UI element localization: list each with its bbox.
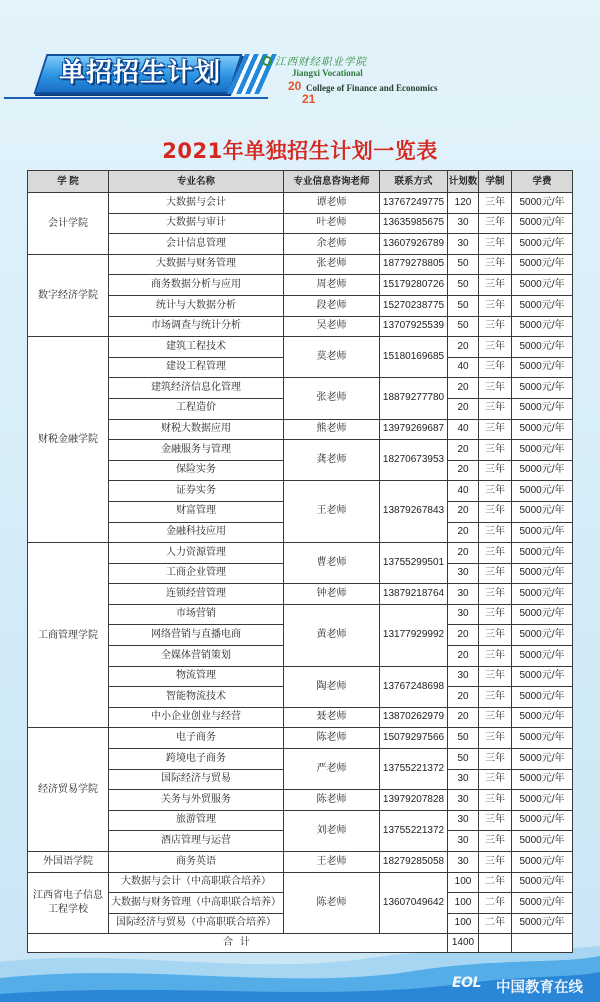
- phone-cell: 13607049642: [380, 872, 448, 934]
- duration-cell: 三年: [479, 337, 512, 358]
- fee-cell: 5000元/年: [512, 563, 573, 584]
- plan-cell: 20: [448, 625, 479, 646]
- teacher-cell: 段老师: [284, 295, 380, 316]
- phone-cell: 13979269687: [380, 419, 448, 440]
- plan-cell: 20: [448, 687, 479, 708]
- plan-cell: 30: [448, 852, 479, 873]
- major-cell: 中小企业创业与经营: [109, 707, 284, 728]
- duration-cell: 三年: [479, 625, 512, 646]
- duration-cell: 三年: [479, 687, 512, 708]
- fee-cell: 5000元/年: [512, 646, 573, 667]
- plan-cell: 30: [448, 234, 479, 255]
- fee-cell: 5000元/年: [512, 481, 573, 502]
- teacher-cell: 张老师: [284, 378, 380, 419]
- teacher-cell: 黄老师: [284, 604, 380, 666]
- plan-cell: 30: [448, 563, 479, 584]
- fee-cell: 5000元/年: [512, 893, 573, 914]
- duration-cell: 三年: [479, 234, 512, 255]
- table-row: [28, 316, 573, 337]
- college-cell: 外国语学院: [28, 852, 109, 873]
- major-cell: 建筑工程技术: [109, 337, 284, 358]
- teacher-cell: 陈老师: [284, 728, 380, 749]
- plan-cell: 40: [448, 481, 479, 502]
- fee-cell: 5000元/年: [512, 769, 573, 790]
- duration-cell: 三年: [479, 501, 512, 522]
- table-row: [28, 543, 573, 564]
- fee-cell: 5000元/年: [512, 707, 573, 728]
- year-bottom: 21: [302, 92, 316, 106]
- plan-cell: 100: [448, 913, 479, 934]
- plan-cell: 20: [448, 378, 479, 399]
- major-cell: 市场营销: [109, 604, 284, 625]
- table-row: [28, 604, 573, 625]
- fee-cell: 5000元/年: [512, 584, 573, 605]
- fee-cell: 5000元/年: [512, 749, 573, 770]
- duration-cell: 三年: [479, 481, 512, 502]
- duration-cell: 三年: [479, 275, 512, 296]
- major-cell: 建设工程管理: [109, 357, 284, 378]
- table-row: [28, 254, 573, 275]
- fee-cell: 5000元/年: [512, 625, 573, 646]
- table-header: [28, 171, 573, 193]
- duration-cell: 三年: [479, 584, 512, 605]
- teacher-cell: 刘老师: [284, 810, 380, 851]
- fee-cell: 5000元/年: [512, 398, 573, 419]
- phone-cell: 18879277780: [380, 378, 448, 419]
- teacher-cell: 吴老师: [284, 316, 380, 337]
- fee-cell: 5000元/年: [512, 543, 573, 564]
- header-phone: 联系方式: [380, 171, 448, 193]
- college-cell: 会计学院: [28, 193, 109, 255]
- fee-cell: 5000元/年: [512, 378, 573, 399]
- major-cell: 大数据与财务管理: [109, 254, 284, 275]
- fee-cell: 5000元/年: [512, 522, 573, 543]
- major-cell: 国际经济与贸易: [109, 769, 284, 790]
- plan-cell: 30: [448, 604, 479, 625]
- duration-cell: 三年: [479, 810, 512, 831]
- fee-cell: 5000元/年: [512, 687, 573, 708]
- enrollment-table: [27, 170, 573, 953]
- major-cell: 工程造价: [109, 398, 284, 419]
- table-row: [28, 419, 573, 440]
- plan-cell: 20: [448, 543, 479, 564]
- major-cell: 关务与外贸服务: [109, 790, 284, 811]
- duration-cell: 三年: [479, 666, 512, 687]
- major-cell: 财税大数据应用: [109, 419, 284, 440]
- major-cell: 智能物流技术: [109, 687, 284, 708]
- table-row: [28, 584, 573, 605]
- teacher-cell: 陈老师: [284, 790, 380, 811]
- duration-cell: 二年: [479, 893, 512, 914]
- table-row: [28, 481, 573, 502]
- header-fee: 学费: [512, 171, 573, 193]
- fee-cell: 5000元/年: [512, 604, 573, 625]
- table-row: [28, 213, 573, 234]
- plan-cell: 50: [448, 728, 479, 749]
- phone-cell: 13707925539: [380, 316, 448, 337]
- fee-cell: 5000元/年: [512, 460, 573, 481]
- major-cell: 网络营销与直播电商: [109, 625, 284, 646]
- duration-cell: 三年: [479, 398, 512, 419]
- duration-cell: 二年: [479, 913, 512, 934]
- plan-cell: 100: [448, 872, 479, 893]
- major-cell: 工商企业管理: [109, 563, 284, 584]
- plan-cell: 20: [448, 337, 479, 358]
- duration-cell: 三年: [479, 254, 512, 275]
- plan-cell: 30: [448, 831, 479, 852]
- plan-cell: 30: [448, 769, 479, 790]
- phone-cell: 15270238775: [380, 295, 448, 316]
- plan-cell: 20: [448, 522, 479, 543]
- table-row: [28, 728, 573, 749]
- fee-cell: 5000元/年: [512, 295, 573, 316]
- table-row: [28, 852, 573, 873]
- table-row: [28, 193, 573, 214]
- major-cell: 全媒体营销策划: [109, 646, 284, 667]
- college-cell: 江西省电子信息工程学校: [28, 872, 109, 934]
- major-cell: 建筑经济信息化管理: [109, 378, 284, 399]
- fee-cell: 5000元/年: [512, 872, 573, 893]
- fee-cell: 5000元/年: [512, 913, 573, 934]
- header-major: 专业名称: [109, 171, 284, 193]
- phone-cell: 15179280726: [380, 275, 448, 296]
- major-cell: 连锁经营管理: [109, 584, 284, 605]
- table-row: [28, 790, 573, 811]
- phone-cell: 13879267843: [380, 481, 448, 543]
- major-cell: 大数据与审计: [109, 213, 284, 234]
- duration-cell: 三年: [479, 378, 512, 399]
- table-row: [28, 872, 573, 893]
- table-row: [28, 378, 573, 399]
- duration-cell: 三年: [479, 295, 512, 316]
- major-cell: 商务英语: [109, 852, 284, 873]
- major-cell: 金融服务与管理: [109, 440, 284, 461]
- major-cell: 商务数据分析与应用: [109, 275, 284, 296]
- fee-cell: 5000元/年: [512, 213, 573, 234]
- teacher-cell: 熊老师: [284, 419, 380, 440]
- teacher-cell: 陶老师: [284, 666, 380, 707]
- major-cell: 大数据与财务管理（中高职联合培养）: [109, 893, 284, 914]
- college-cell: 数字经济学院: [28, 254, 109, 336]
- major-cell: 金融科技应用: [109, 522, 284, 543]
- phone-cell: 13755299501: [380, 543, 448, 584]
- major-cell: 跨境电子商务: [109, 749, 284, 770]
- fee-cell: 5000元/年: [512, 316, 573, 337]
- phone-cell: 13879218764: [380, 584, 448, 605]
- table-row: [28, 275, 573, 296]
- phone-cell: 13767248698: [380, 666, 448, 707]
- duration-cell: 三年: [479, 728, 512, 749]
- teacher-cell: 曹老师: [284, 543, 380, 584]
- watermark-logo: [452, 974, 594, 996]
- duration-cell: 三年: [479, 749, 512, 770]
- plan-cell: 30: [448, 584, 479, 605]
- school-logo: [260, 52, 470, 108]
- duration-cell: 三年: [479, 852, 512, 873]
- fee-cell: 5000元/年: [512, 852, 573, 873]
- phone-cell: 13635985675: [380, 213, 448, 234]
- major-cell: 国际经济与贸易（中高职联合培养）: [109, 913, 284, 934]
- total-empty-cell: [512, 934, 573, 953]
- teacher-cell: 张老师: [284, 254, 380, 275]
- major-cell: 大数据与会计: [109, 193, 284, 214]
- phone-cell: 13767249775: [380, 193, 448, 214]
- college-cell: 财税金融学院: [28, 337, 109, 543]
- plan-cell: 40: [448, 357, 479, 378]
- table-row: [28, 810, 573, 831]
- duration-cell: 二年: [479, 872, 512, 893]
- phone-cell: 18779278805: [380, 254, 448, 275]
- fee-cell: 5000元/年: [512, 810, 573, 831]
- year-top: 20: [288, 79, 302, 93]
- college-cell: 经济贸易学院: [28, 728, 109, 852]
- table-row: [28, 666, 573, 687]
- banner-title: 单招招生计划: [58, 58, 221, 88]
- duration-cell: 三年: [479, 419, 512, 440]
- duration-cell: 三年: [479, 522, 512, 543]
- college-cell: 工商管理学院: [28, 543, 109, 728]
- duration-cell: 三年: [479, 440, 512, 461]
- plan-cell: 20: [448, 440, 479, 461]
- major-cell: 保险实务: [109, 460, 284, 481]
- fee-cell: 5000元/年: [512, 234, 573, 255]
- fee-cell: 5000元/年: [512, 275, 573, 296]
- plan-cell: 50: [448, 749, 479, 770]
- plan-cell: 50: [448, 275, 479, 296]
- table-body: [28, 193, 573, 934]
- fee-cell: 5000元/年: [512, 419, 573, 440]
- header-duration: 学制: [479, 171, 512, 193]
- phone-cell: 13979207828: [380, 790, 448, 811]
- teacher-cell: 王老师: [284, 481, 380, 543]
- teacher-cell: 谭老师: [284, 193, 380, 214]
- major-cell: 酒店管理与运营: [109, 831, 284, 852]
- teacher-cell: 余老师: [284, 234, 380, 255]
- duration-cell: 三年: [479, 193, 512, 214]
- duration-cell: 三年: [479, 543, 512, 564]
- duration-cell: 三年: [479, 316, 512, 337]
- plan-cell: 20: [448, 646, 479, 667]
- school-name-cn: 江西财经职业学院: [275, 56, 367, 68]
- duration-cell: 三年: [479, 460, 512, 481]
- major-cell: 电子商务: [109, 728, 284, 749]
- fee-cell: 5000元/年: [512, 337, 573, 358]
- plan-cell: 20: [448, 460, 479, 481]
- fee-cell: 5000元/年: [512, 501, 573, 522]
- major-cell: 旅游管理: [109, 810, 284, 831]
- header-banner: [30, 52, 270, 96]
- plan-cell: 50: [448, 295, 479, 316]
- major-cell: 统计与大数据分析: [109, 295, 284, 316]
- teacher-cell: 严老师: [284, 749, 380, 790]
- total-row: [28, 934, 573, 953]
- header-row: [28, 171, 573, 193]
- header-plan: 计划数: [448, 171, 479, 193]
- teacher-cell: 叶老师: [284, 213, 380, 234]
- major-cell: 物流管理: [109, 666, 284, 687]
- duration-cell: 三年: [479, 357, 512, 378]
- phone-cell: 13177929992: [380, 604, 448, 666]
- header-college: 学 院: [28, 171, 109, 193]
- fee-cell: 5000元/年: [512, 831, 573, 852]
- duration-cell: 三年: [479, 213, 512, 234]
- phone-cell: 18270673953: [380, 440, 448, 481]
- fee-cell: 5000元/年: [512, 666, 573, 687]
- plan-cell: 50: [448, 316, 479, 337]
- phone-cell: 13607926789: [380, 234, 448, 255]
- duration-cell: 三年: [479, 563, 512, 584]
- plan-cell: 20: [448, 707, 479, 728]
- major-cell: 市场调查与统计分析: [109, 316, 284, 337]
- total-plan: 1400: [448, 934, 479, 953]
- table-row: [28, 440, 573, 461]
- major-cell: 会计信息管理: [109, 234, 284, 255]
- table-row: [28, 295, 573, 316]
- fee-cell: 5000元/年: [512, 254, 573, 275]
- plan-cell: 20: [448, 501, 479, 522]
- table-row: [28, 337, 573, 358]
- plan-cell: 30: [448, 790, 479, 811]
- plan-cell: 30: [448, 666, 479, 687]
- phone-cell: 13870262979: [380, 707, 448, 728]
- fee-cell: 5000元/年: [512, 193, 573, 214]
- watermark-text: 中国教育在线: [496, 980, 583, 996]
- plan-cell: 120: [448, 193, 479, 214]
- plan-cell: 40: [448, 419, 479, 440]
- phone-cell: 13755221372: [380, 810, 448, 851]
- phone-cell: 13755221372: [380, 749, 448, 790]
- plan-cell: 100: [448, 893, 479, 914]
- duration-cell: 三年: [479, 790, 512, 811]
- header-teacher: 专业信息咨询老师: [284, 171, 380, 193]
- table-row: [28, 749, 573, 770]
- teacher-cell: 钟老师: [284, 584, 380, 605]
- table-row: [28, 707, 573, 728]
- duration-cell: 三年: [479, 604, 512, 625]
- table-container: [27, 170, 572, 953]
- plan-cell: 50: [448, 254, 479, 275]
- school-name-en-line1: Jiangxi Vocational: [292, 68, 363, 78]
- phone-cell: 15079297566: [380, 728, 448, 749]
- fee-cell: 5000元/年: [512, 790, 573, 811]
- fee-cell: 5000元/年: [512, 357, 573, 378]
- duration-cell: 三年: [479, 707, 512, 728]
- major-cell: 财富管理: [109, 501, 284, 522]
- teacher-cell: 聂老师: [284, 707, 380, 728]
- eol-logo-icon: EOL: [452, 975, 481, 991]
- banner-underline: [4, 97, 268, 99]
- major-cell: 证券实务: [109, 481, 284, 502]
- plan-cell: 20: [448, 398, 479, 419]
- table-footer: [28, 934, 573, 953]
- school-emblem-icon: [262, 56, 272, 66]
- duration-cell: 三年: [479, 646, 512, 667]
- table-row: [28, 234, 573, 255]
- teacher-cell: 莫老师: [284, 337, 380, 378]
- major-cell: 人力资源管理: [109, 543, 284, 564]
- phone-cell: 18279285058: [380, 852, 448, 873]
- school-name-en-line2: College of Finance and Economics: [306, 83, 438, 93]
- plan-cell: 30: [448, 213, 479, 234]
- duration-cell: 三年: [479, 769, 512, 790]
- teacher-cell: 周老师: [284, 275, 380, 296]
- total-label: 合 计: [28, 934, 448, 953]
- teacher-cell: 王老师: [284, 852, 380, 873]
- page-title: 2021年单独招生计划一览表: [162, 139, 438, 163]
- major-cell: 大数据与会计（中高职联合培养）: [109, 872, 284, 893]
- teacher-cell: 龚老师: [284, 440, 380, 481]
- fee-cell: 5000元/年: [512, 440, 573, 461]
- plan-cell: 30: [448, 810, 479, 831]
- duration-cell: 三年: [479, 831, 512, 852]
- teacher-cell: 陈老师: [284, 872, 380, 934]
- fee-cell: 5000元/年: [512, 728, 573, 749]
- total-empty-cell: [479, 934, 512, 953]
- phone-cell: 15180169685: [380, 337, 448, 378]
